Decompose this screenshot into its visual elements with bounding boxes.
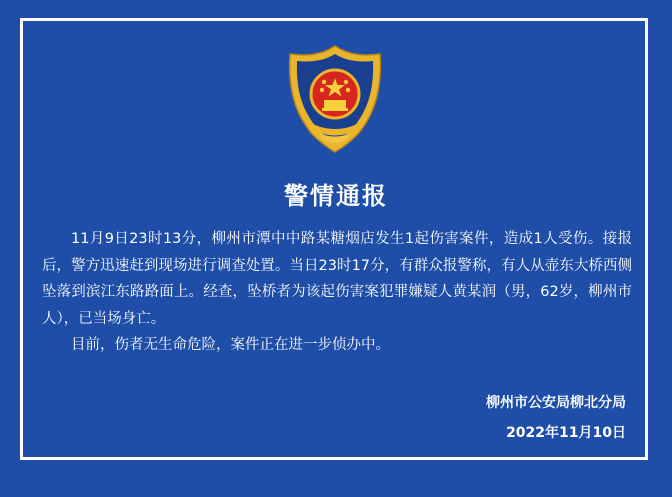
notice-body xyxy=(42,226,632,359)
notice-title: 警情通报 xyxy=(284,182,388,210)
notice-paragraph: 11月9日23时13分，柳州市潭中中路某糖烟店发生1起伤害案件，造成1人受伤。接报后，警方迅速赶到现场进行调查处置。当日23时17分，有群众报警称，有人从壶东大桥西侧坠落到滨江东路路面上。经查，坠桥者为该起伤害案犯罪嫌疑人黄某润（男，62岁，柳州市人），已当场身亡。 xyxy=(42,231,632,327)
notice-signoff xyxy=(486,388,626,448)
police-badge-emblem-icon xyxy=(280,42,390,154)
issuer-name: 柳州市公安局柳北分局 xyxy=(486,395,626,411)
notice-paragraph: 目前，伤者无生命危险，案件正在进一步侦办中。 xyxy=(71,337,390,353)
issue-date: 2022年11月10日 xyxy=(506,425,626,441)
